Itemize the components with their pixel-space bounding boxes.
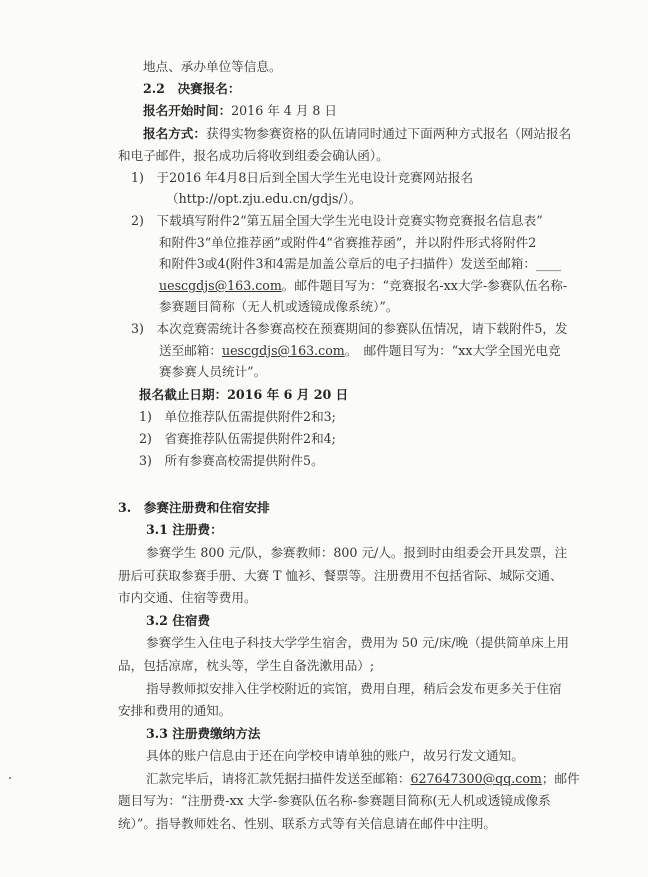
text-line: 参赛学生入住电子科技大学学生宿舍，费用为 50 元/床/晚（提供简单床上用 [146,635,569,650]
section-heading-3-1: 3.1 注册费： [146,522,223,537]
text-line: 指导教师拟安排入住学校附近的宾馆，费用自理，稍后会发布更多关于住宿 [146,681,562,696]
email-link[interactable]: 627647300@qq.com [410,771,542,786]
send-to-label: 汇款完毕后，请将汇款凭据扫描件发送至邮箱： [146,771,411,786]
registration-deadline-date: 2016 年 6 月 20 日 [227,387,349,402]
registration-start-label: 报名开始时间： [143,103,232,118]
text-line: 题目写为：“注册费-xx 大学-参赛队伍名称-参赛题目简称(无人机或透镜成像系 [118,793,551,808]
text-line: 册后可获取参赛手册、大赛 T 恤衫、餐票等。注册费用不包括省际、城际交通、 [118,568,563,583]
email-link[interactable]: uescgdjs@163.com [159,278,282,293]
scan-speck [9,777,11,779]
text-line [146,771,580,787]
registration-start-date: 2016 年 4 月 8 日 [231,103,338,118]
text-line: 参赛题目简称（无人机或透镜成像系统）”。 [159,299,399,314]
list-item: 3) 所有参赛高校需提供附件5。 [139,453,324,468]
list-item: 1) 单位推荐队伍需提供附件2和3; [139,409,336,424]
text-line: 具体的账户信息由于还在向学校申请单独的账户，故另行发文通知。 [146,748,524,763]
text-line: 参赛学生 800 元/队，参赛教师：800 元/人。报到时由组委会开具发票，注 [146,545,568,560]
text-line: 和附件3或4(附件3和4需是加盖公章后的电子扫描件）发送至邮箱：____ [159,256,562,271]
email-link[interactable]: uescgdjs@163.com [221,343,345,358]
registration-method-label: 报名方式： [143,126,206,141]
registration-method [143,126,571,142]
text-line: 品，包括凉席，枕头等，学生自备洗漱用品）; [118,658,375,673]
text-line: 安排和费用的通知。 [118,703,232,718]
text-line: 地点、承办单位等信息。 [143,59,282,74]
text-line: 和附件3“单位推荐函”或附件4“省赛推荐函”，并以附件形式将附件2 [159,235,537,250]
section-heading-2-2: 2.2 决赛报名： [143,81,241,96]
registration-method-text: 获得实物参赛资格的队伍请同时通过下面两种方式报名（网站报名 [205,126,572,141]
list-item: 3) 本次竞赛需统计各参赛高校在预赛期间的参赛队伍情况，请下载附件5，发 [131,321,568,336]
text-line [159,278,567,294]
list-item: 2) 省赛推荐队伍需提供附件2和4; [139,431,336,446]
list-item: 1) 于2016 年4月8日后到全国大学生光电设计竞赛网站报名 [131,170,474,185]
list-item: 2) 下载填写附件2“第五届全国大学生光电设计竞赛实物竞赛报名信息表” [131,213,543,228]
section-heading-3-3: 3.3 注册费缴纳方法 [146,726,261,741]
text-line: 统）”。指导教师姓名、性别、联系方式等有关信息请在邮件中注明。 [118,816,496,831]
section-heading-3: 3. 参赛注册费和住宿安排 [118,500,270,515]
website-url: （http://opt.zju.edu.cn/gdjs/）。 [166,191,362,206]
text-line: 和电子邮件，报名成功后将收到组委会确认函）。 [118,148,389,163]
registration-start [143,103,337,119]
text-line [159,343,561,359]
registration-deadline-label: 报名截止日期： [139,387,228,402]
registration-deadline [139,387,348,403]
email-subject-text: ；邮件 [541,771,580,786]
section-heading-3-2: 3.2 住宿费 [146,613,211,628]
text-line: 赛参赛人员统计”。 [159,364,267,379]
text-line: 市内交通、住宿等费用。 [118,590,257,605]
email-subject-text: 。邮件题目写为：“竞赛报名-xx大学-参赛队伍名称- [281,278,568,293]
email-subject-text: 。 邮件题目写为：“xx大学全国光电竞 [344,343,561,358]
send-to-label: 送至邮箱： [159,343,222,358]
